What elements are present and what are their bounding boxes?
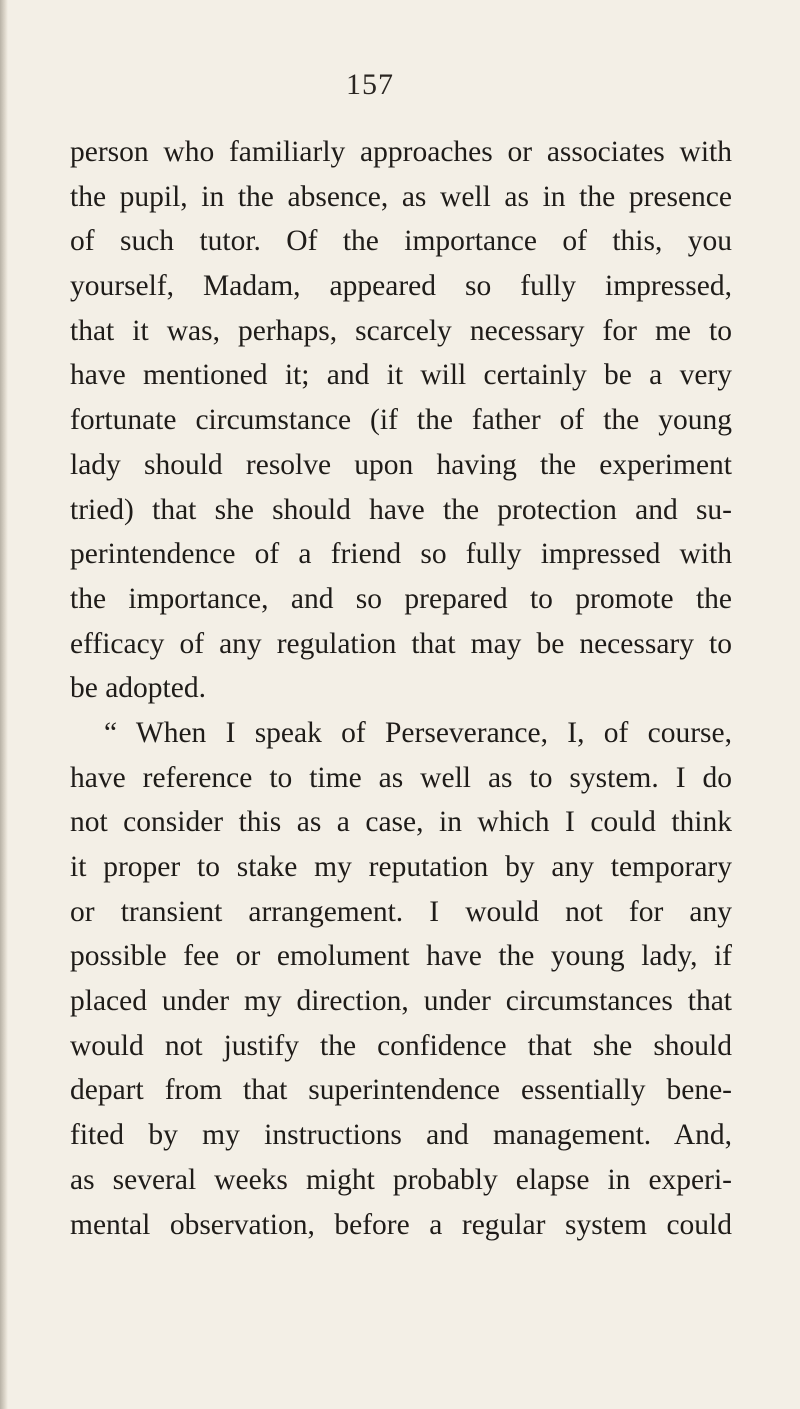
text-line: or transient arrangement. I would not for any: [70, 895, 732, 928]
text-line: that it was, perhaps, scarcely necessary for me to: [70, 314, 732, 347]
text-line: possible fee or emolument have the young lady, if: [70, 940, 732, 973]
page-number: 157: [346, 68, 394, 101]
text-line: yourself, Madam, appeared so fully impressed,: [70, 270, 732, 303]
text-line: tried) that she should have the protection and su-: [70, 493, 732, 526]
text-line: of such tutor. Of the importance of this, you: [70, 225, 732, 258]
text-line: fited by my instructions and management. And,: [70, 1119, 732, 1152]
body-text: [70, 130, 732, 1247]
page-spine-shadow: [0, 0, 8, 1409]
text-line: efficacy of any regulation that may be necessary to: [70, 627, 732, 660]
text-line: mental observation, before a regular system could: [70, 1208, 732, 1241]
text-line: it proper to stake my reputation by any temporary: [70, 851, 732, 883]
text-line: fortunate circumstance (if the father of the young: [70, 404, 732, 437]
text-line: would not justify the confidence that she should: [70, 1029, 732, 1062]
text-line: have reference to time as well as to system. I do: [70, 761, 732, 794]
text-line: the importance, and so prepared to promote the: [70, 582, 732, 615]
text-line: person who familiarly approaches or associates with: [70, 136, 732, 168]
text-line: depart from that superintendence essentially bene-: [70, 1074, 732, 1107]
text-line: have mentioned it; and it will certainly be a very: [70, 359, 732, 392]
text-line: placed under my direction, under circumstances that: [70, 985, 732, 1018]
text-line: be adopted.: [70, 672, 206, 705]
text-line: the pupil, in the absence, as well as in the presence: [70, 180, 732, 213]
text-line: perintendence of a friend so fully impressed with: [70, 538, 732, 571]
text-line: lady should resolve upon having the experiment: [70, 448, 732, 481]
text-line: “ When I speak of Perseverance, I, of course,: [104, 716, 732, 749]
text-line: not consider this as a case, in which I could think: [70, 806, 732, 839]
text-line: as several weeks might probably elapse in experi-: [70, 1163, 732, 1196]
